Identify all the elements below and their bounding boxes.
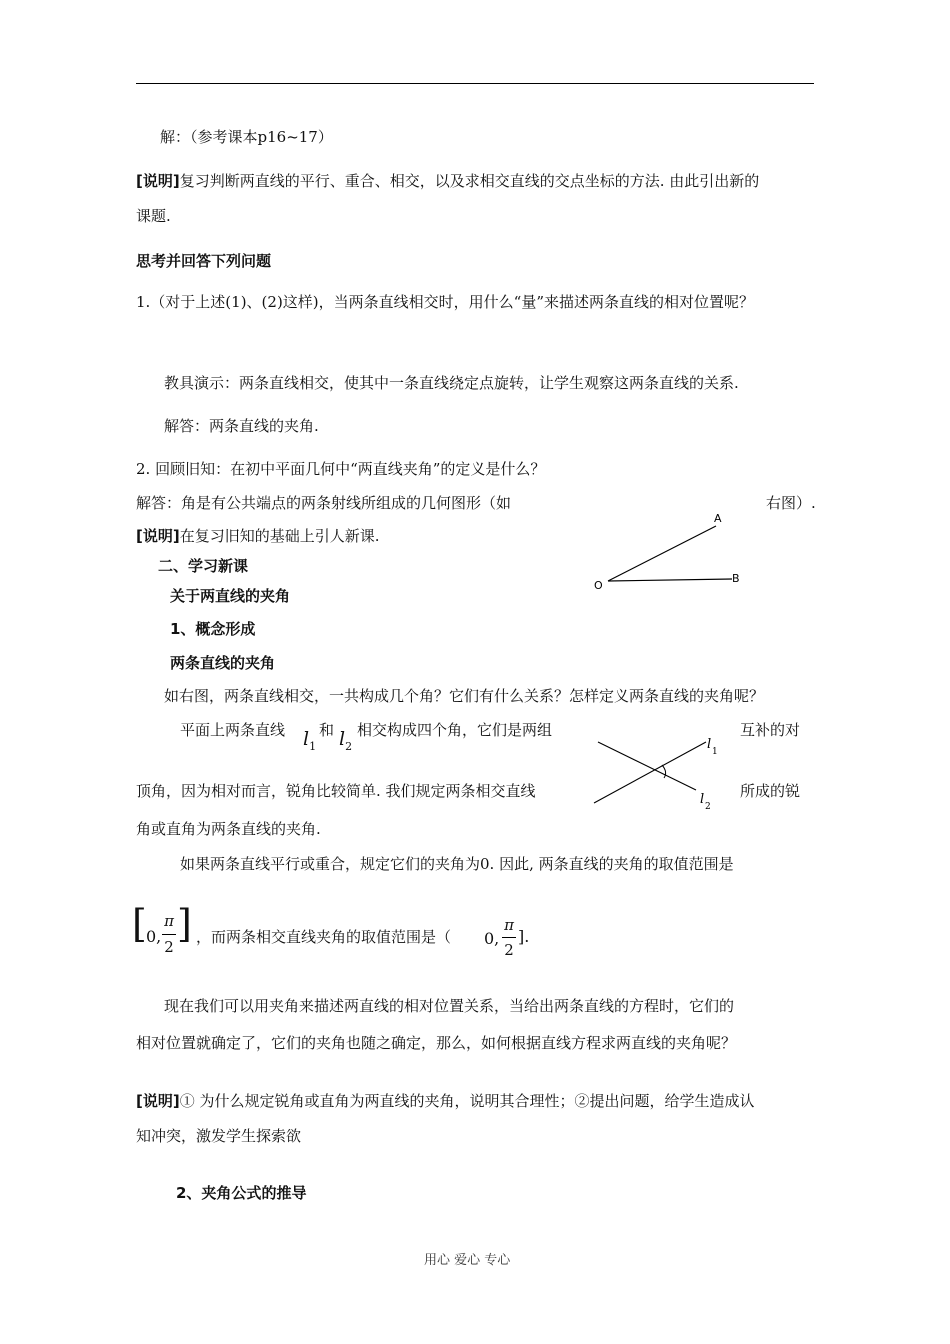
formula-heading: 2、夹角公式的推导 bbox=[176, 1184, 307, 1202]
answer-1: 解答：两条直线的夹角. bbox=[164, 417, 319, 435]
note-tag: [说明] bbox=[136, 527, 180, 545]
para3-b: 所成的锐 bbox=[740, 782, 801, 800]
para5: 如果两条直线平行或重合，规定它们的夹角为0. 因此, 两条直线的夹角的取值范围是 bbox=[180, 855, 734, 873]
angle-figure bbox=[586, 505, 756, 600]
l2-subscript: 2 bbox=[705, 802, 711, 812]
note-tag: [说明] bbox=[136, 1092, 180, 1110]
l1-symbol: $l_1$ bbox=[303, 728, 317, 753]
fraction-bar bbox=[162, 934, 176, 935]
question-2: 2. 回顾旧知：在初中平面几何中“两直线夹角”的定义是什么？ bbox=[136, 460, 546, 478]
angle-arc bbox=[662, 765, 666, 778]
section-heading: 二、学习新课 bbox=[158, 557, 249, 575]
point-a-label: A bbox=[714, 512, 722, 525]
note-text: ① 为什么规定锐角或直角为两直线的夹角，说明其合理性；②提出问题，给学生造成认 bbox=[179, 1092, 755, 1110]
vertex-label: O bbox=[594, 579, 603, 592]
sub-topic: 关于两直线的夹角 bbox=[170, 587, 291, 605]
denominator: 2 bbox=[164, 938, 174, 956]
note-3-cont: 知冲突，激发学生探索欲 bbox=[136, 1127, 302, 1145]
ray-oa bbox=[608, 526, 716, 581]
question-1: 1.（对于上述(1)、(2)这样)，当两条直线相交时，用什么“量”来描述两条直线的相对位置呢？ bbox=[136, 293, 754, 311]
note-1 bbox=[136, 170, 759, 191]
para2-and: 和 bbox=[319, 721, 335, 739]
note-text: 复习判断两直线的平行、重合、相交，以及求相交直线的交点坐标的方法. 由此引出新的 bbox=[179, 172, 760, 190]
para3-a: 顶角，因为相对而言，锐角比较简单. 我们规定两条相交直线 bbox=[136, 782, 536, 800]
range-zero: 0, bbox=[484, 929, 500, 948]
l1-label: l bbox=[707, 737, 712, 752]
line-l2 bbox=[598, 742, 696, 790]
l2-symbol: $l_2$ bbox=[339, 728, 353, 753]
para6: 现在我们可以用夹角来描述两直线的相对位置关系，当给出两条直线的方程时，它们的 bbox=[164, 997, 735, 1015]
denominator: 2 bbox=[504, 941, 514, 959]
open-range bbox=[484, 916, 544, 970]
para2-c: 互补的对 bbox=[740, 721, 801, 739]
point-b-label: B bbox=[732, 572, 740, 585]
closed-range bbox=[132, 904, 192, 964]
answer-2a: 解答：角是有公共端点的两条射线所组成的几何图形（如 bbox=[136, 494, 512, 512]
concept-heading: 1、概念形成 bbox=[170, 620, 256, 638]
pi-symbol: π bbox=[504, 916, 514, 934]
note-1-cont: 课题. bbox=[136, 207, 171, 225]
fraction-bar bbox=[502, 937, 516, 938]
note-text: 在复习旧知的基础上引人新课. bbox=[179, 527, 380, 545]
concept-title: 两条直线的夹角 bbox=[170, 654, 276, 672]
header-rule bbox=[136, 83, 814, 84]
right-bracket: ] bbox=[177, 902, 192, 946]
note-tag: [说明] bbox=[136, 172, 180, 190]
range-text: ，而两条相交直线夹角的取值范围是（ bbox=[196, 928, 452, 946]
intersecting-lines-figure bbox=[590, 728, 725, 818]
answer-2b: 右图）. bbox=[766, 494, 816, 512]
left-bracket: [ bbox=[132, 902, 147, 946]
solution-line: 解：（参考课本p16~17） bbox=[160, 128, 333, 146]
l2-label: l bbox=[700, 792, 705, 807]
para2-a: 平面上两条直线 bbox=[180, 721, 286, 739]
para2-b: 相交构成四个角，它们是两组 bbox=[357, 721, 553, 739]
l1-subscript: 1 bbox=[712, 747, 718, 757]
paragraph-1: 如右图，两条直线相交，一共构成几个角？它们有什么关系？怎样定义两条直线的夹角呢？ bbox=[164, 687, 765, 705]
line-l1 bbox=[594, 742, 706, 803]
ray-ob bbox=[608, 579, 732, 581]
para4: 角或直角为两条直线的夹角. bbox=[136, 820, 321, 838]
demo-text: 教具演示：两条直线相交，使其中一条直线绕定点旋转，让学生观察这两条直线的关系. bbox=[164, 374, 739, 392]
range-close: ]. bbox=[518, 927, 530, 946]
pi-symbol: π bbox=[164, 912, 174, 930]
para7: 相对位置就确定了，它们的夹角也随之确定，那么，如何根据直线方程求两直线的夹角呢？ bbox=[136, 1034, 737, 1052]
note-3 bbox=[136, 1090, 755, 1111]
page-footer: 用心 爱心 专心 bbox=[424, 1253, 511, 1268]
range-zero: 0, bbox=[146, 927, 162, 946]
note-2 bbox=[136, 525, 380, 546]
think-heading: 思考并回答下列问题 bbox=[136, 252, 272, 270]
